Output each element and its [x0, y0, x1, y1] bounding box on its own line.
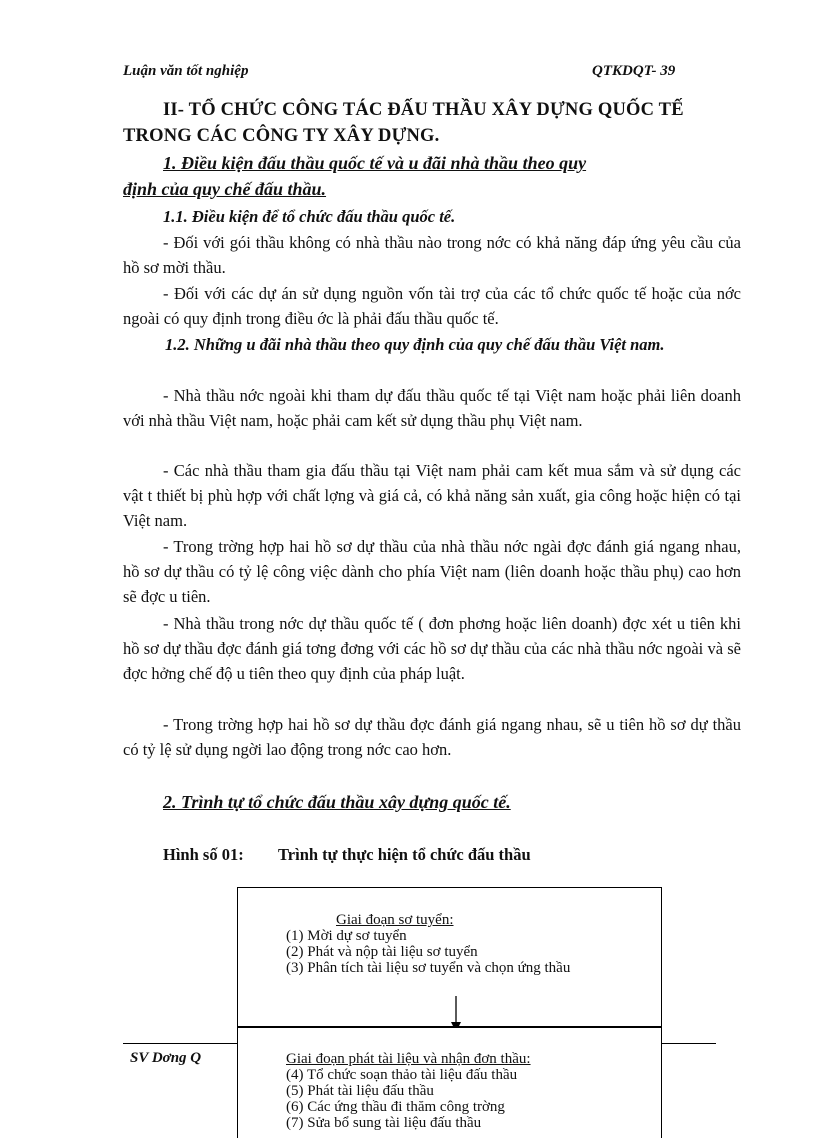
running-header-page-number: QTKDQT- 39: [592, 63, 676, 79]
paragraph-1-text: - Đối với gói thầu không có nhà thầu nào trong nớc có khả năng đáp ứng yêu cầu của hồ sơ mời thầu.: [123, 233, 741, 277]
paragraph-3-text: - Nhà thầu nớc ngoài khi tham dự đấu thầu quốc tế tại Việt nam hoặc phải liên doanh với nhà thầu Việt nam, hoặc phải cam kết sử dụng thầu phụ Việt nam.: [123, 386, 741, 430]
section-title-line-1: II- TỔ CHỨC CÔNG TÁC ĐẤU THẦU XÂY DỰNG QUỐC TẾ: [163, 100, 684, 120]
stage-1-title: Giai đoạn sơ tuyển:: [336, 912, 454, 928]
paragraph-3: [123, 383, 741, 433]
footer-author: SV Dơng Q: [130, 1050, 202, 1066]
figure-label: Hình số 01:: [163, 845, 244, 864]
paragraph-5-text: - Trong trờng hợp hai hồ sơ dự thầu của nhà thầu nớc ngài đợc đánh giá ngang nhau, hồ sơ dự thầu có tỷ lệ công việc dành cho phía Việt nam (liên doanh hoặc thầu phụ) cao hơn sẽ đợc u tiên.: [123, 537, 741, 606]
stage-2-title: Giai đoạn phát tài liệu và nhận đơn thầu:: [286, 1051, 531, 1067]
stage-2-item: (5) Phát tài liệu đấu thầu: [286, 1083, 434, 1099]
subsection-1-title-line-2: định của quy chế đấu thầu.: [123, 179, 327, 199]
paragraph-5: [123, 534, 741, 609]
paragraph-7-text: - Trong trờng hợp hai hồ sơ dự thầu đợc đánh giá ngang nhau, sẽ u tiên hồ sơ dự thầu có tỷ lệ sử dụng ngời lao động trong nớc cao hơn.: [123, 715, 741, 759]
running-header-left: Luận văn tốt nghiệp: [123, 63, 249, 79]
figure-caption: Trình tự thực hiện tổ chức đấu thầu: [278, 845, 531, 864]
paragraph-6-text: - Nhà thầu trong nớc dự thầu quốc tế ( đơn phơng hoặc liên doanh) đợc xét u tiên khi hồ sơ dự thầu đợc đánh giá tơng đơng với các hồ sơ dự thầu của các nhà thầu nớc ngoài và sẽ đợc hởng chế độ u tiên theo quy định của pháp luật.: [123, 614, 741, 683]
paragraph-4: [123, 458, 741, 533]
paragraph-6: [123, 611, 741, 686]
subsection-1-2-title: 1.2. Những u đãi nhà thầu theo quy định của quy chế đấu thầu Việt nam.: [165, 335, 665, 354]
stage-1-item: (1) Mời dự sơ tuyển: [286, 928, 407, 944]
stage-box-bid-documents: [237, 1027, 662, 1138]
subsection-2-title: 2. Trình tự tổ chức đấu thầu xây dựng quốc tế.: [163, 792, 511, 812]
paragraph-2: [123, 281, 741, 331]
paragraph-7: [123, 712, 741, 762]
stage-1-item: (2) Phát và nộp tài liệu sơ tuyển: [286, 944, 478, 960]
paragraph-4-text: - Các nhà thầu tham gia đấu thầu tại Việt nam phải cam kết mua sắm và sử dụng các vật t thiết bị phù hợp với chất lợng và giá cả, có khả năng sản xuất, gia công hoặc hiện có tại Việt nam.: [123, 461, 741, 530]
subsection-1-title-line-1: 1. Điều kiện đấu thầu quốc tế và u đãi nhà thầu theo quy: [163, 153, 587, 173]
stage-2-item: (7) Sửa bổ sung tài liệu đấu thầu: [286, 1115, 482, 1131]
subsection-1-1-title: 1.1. Điều kiện để tổ chức đấu thầu quốc tế.: [163, 207, 456, 226]
stage-2-item: (4) Tổ chức soạn thảo tài liệu đấu thầu: [286, 1067, 518, 1083]
paragraph-2-text: - Đối với các dự án sử dụng nguồn vốn tài trợ của các tổ chức quốc tế hoặc của nớc ngoài có quy định trong điều ớc là phải đấu thầu quốc tế.: [123, 284, 741, 328]
section-title-line-2: TRONG CÁC CÔNG TY XÂY DỰNG.: [123, 126, 440, 146]
stage-2-item: (6) Các ứng thầu đi thăm công trờng: [286, 1099, 505, 1115]
stage-1-item: (3) Phân tích tài liệu sơ tuyển và chọn ứng thầu: [286, 960, 571, 976]
paragraph-1: [123, 230, 741, 280]
